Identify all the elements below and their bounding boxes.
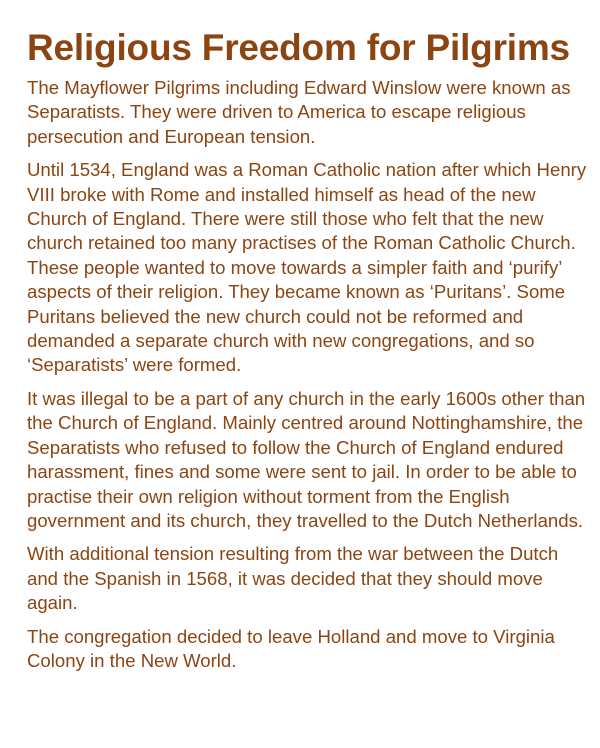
- paragraph-church-history: Until 1534, England was a Roman Catholic nation after which Henry VIII broke with Rome and installed himself as head of the new Church of England. There were still those who felt that the new church retained too many practises of the Roman Catholic Church. These people wanted to move towards a simpler faith and ‘purify’ aspects of their religion. They became known as ‘Puritans’. Some Puritans believed the new church could not be reformed and demanded a separate church with new congregations, and so ‘Separatists’ were formed.: [27, 159, 587, 376]
- page-title: Religious Freedom for Pilgrims: [27, 27, 570, 68]
- paragraph-new-world: The congregation decided to leave Holland and move to Virginia Colony in the New World.: [27, 625, 555, 671]
- paragraph-dutch-war: With additional tension resulting from the war between the Dutch and the Spanish in 1568, it was decided that they should move again.: [27, 543, 559, 614]
- paragraph-intro: The Mayflower Pilgrims including Edward Winslow were known as Separatists. They were driven to America to escape religious persecution and European tension.: [27, 77, 571, 147]
- paragraph-persecution: It was illegal to be a part of any church in the early 1600s other than the Church of England. Mainly centred around Nottinghamshire, the Separatists who refused to follow the Church of England endured harassment, fines and some were sent to jail. In order to be able to practise their own religion without torment from the English government and its church, they travelled to the Dutch Netherlands.: [27, 387, 586, 531]
